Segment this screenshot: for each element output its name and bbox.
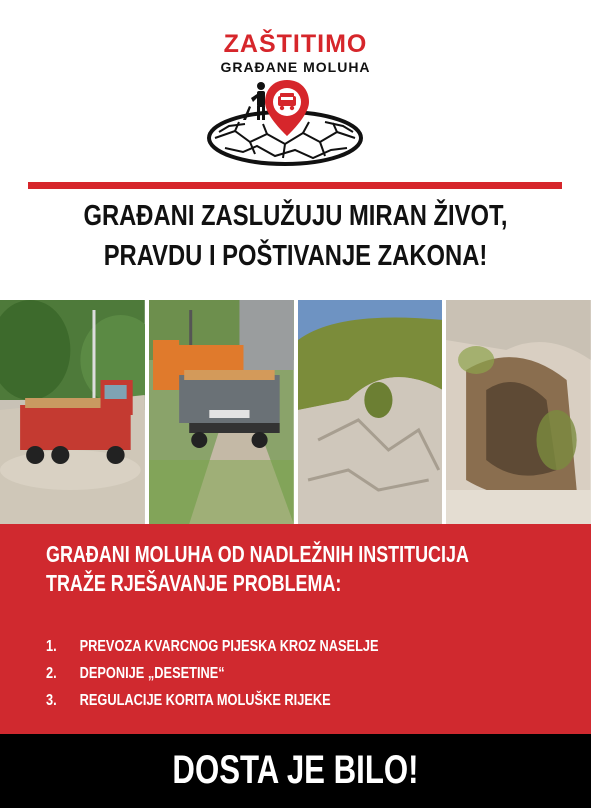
list-item — [46, 687, 462, 714]
headline — [53, 196, 538, 276]
truck-village-road-photo — [149, 300, 294, 524]
list-item — [46, 660, 462, 687]
demands-title-line-2: TRAŽE RJEŠAVANJE PROBLEMA: — [46, 570, 342, 596]
list-item-text: DEPONIJE „DESETINE“ — [79, 665, 225, 682]
logo-title: ZAŠTITIMO — [223, 30, 368, 58]
demands-title — [46, 540, 469, 598]
dump-truck-road-photo — [0, 300, 145, 524]
list-item-number: 3. — [46, 692, 57, 709]
list-item-number: 2. — [46, 665, 57, 682]
headline-line-2: PRAVDU I POŠTIVANJE ZAKONA! — [103, 240, 488, 272]
list-item-text: PREVOZA KVARCNOG PIJESKA KROZ NASELJE — [79, 638, 379, 655]
demands-title-line-1: GRAĐANI MOLUHA OD NADLEŽNIH INSTITUCIJA — [46, 541, 469, 567]
cracked-ground-truck-pin-icon — [205, 76, 365, 172]
demands-list — [46, 633, 566, 714]
list-item — [46, 633, 462, 660]
photo-strip — [0, 300, 591, 524]
list-item-text: REGULACIJE KORITA MOLUŠKE RIJEKE — [79, 692, 331, 709]
quarry-pit-photo — [446, 300, 591, 524]
footer-slogan: DOSTA JE BILO! — [172, 748, 419, 792]
divider-line — [28, 182, 562, 189]
eroded-slope-photo — [298, 300, 443, 524]
logo-subtitle: GRAĐANE MOLUHA — [220, 59, 371, 75]
list-item-number: 1. — [46, 638, 57, 655]
logo — [0, 0, 591, 180]
headline-line-1: GRAĐANI ZASLUŽUJU MIRAN ŽIVOT, — [83, 200, 508, 232]
